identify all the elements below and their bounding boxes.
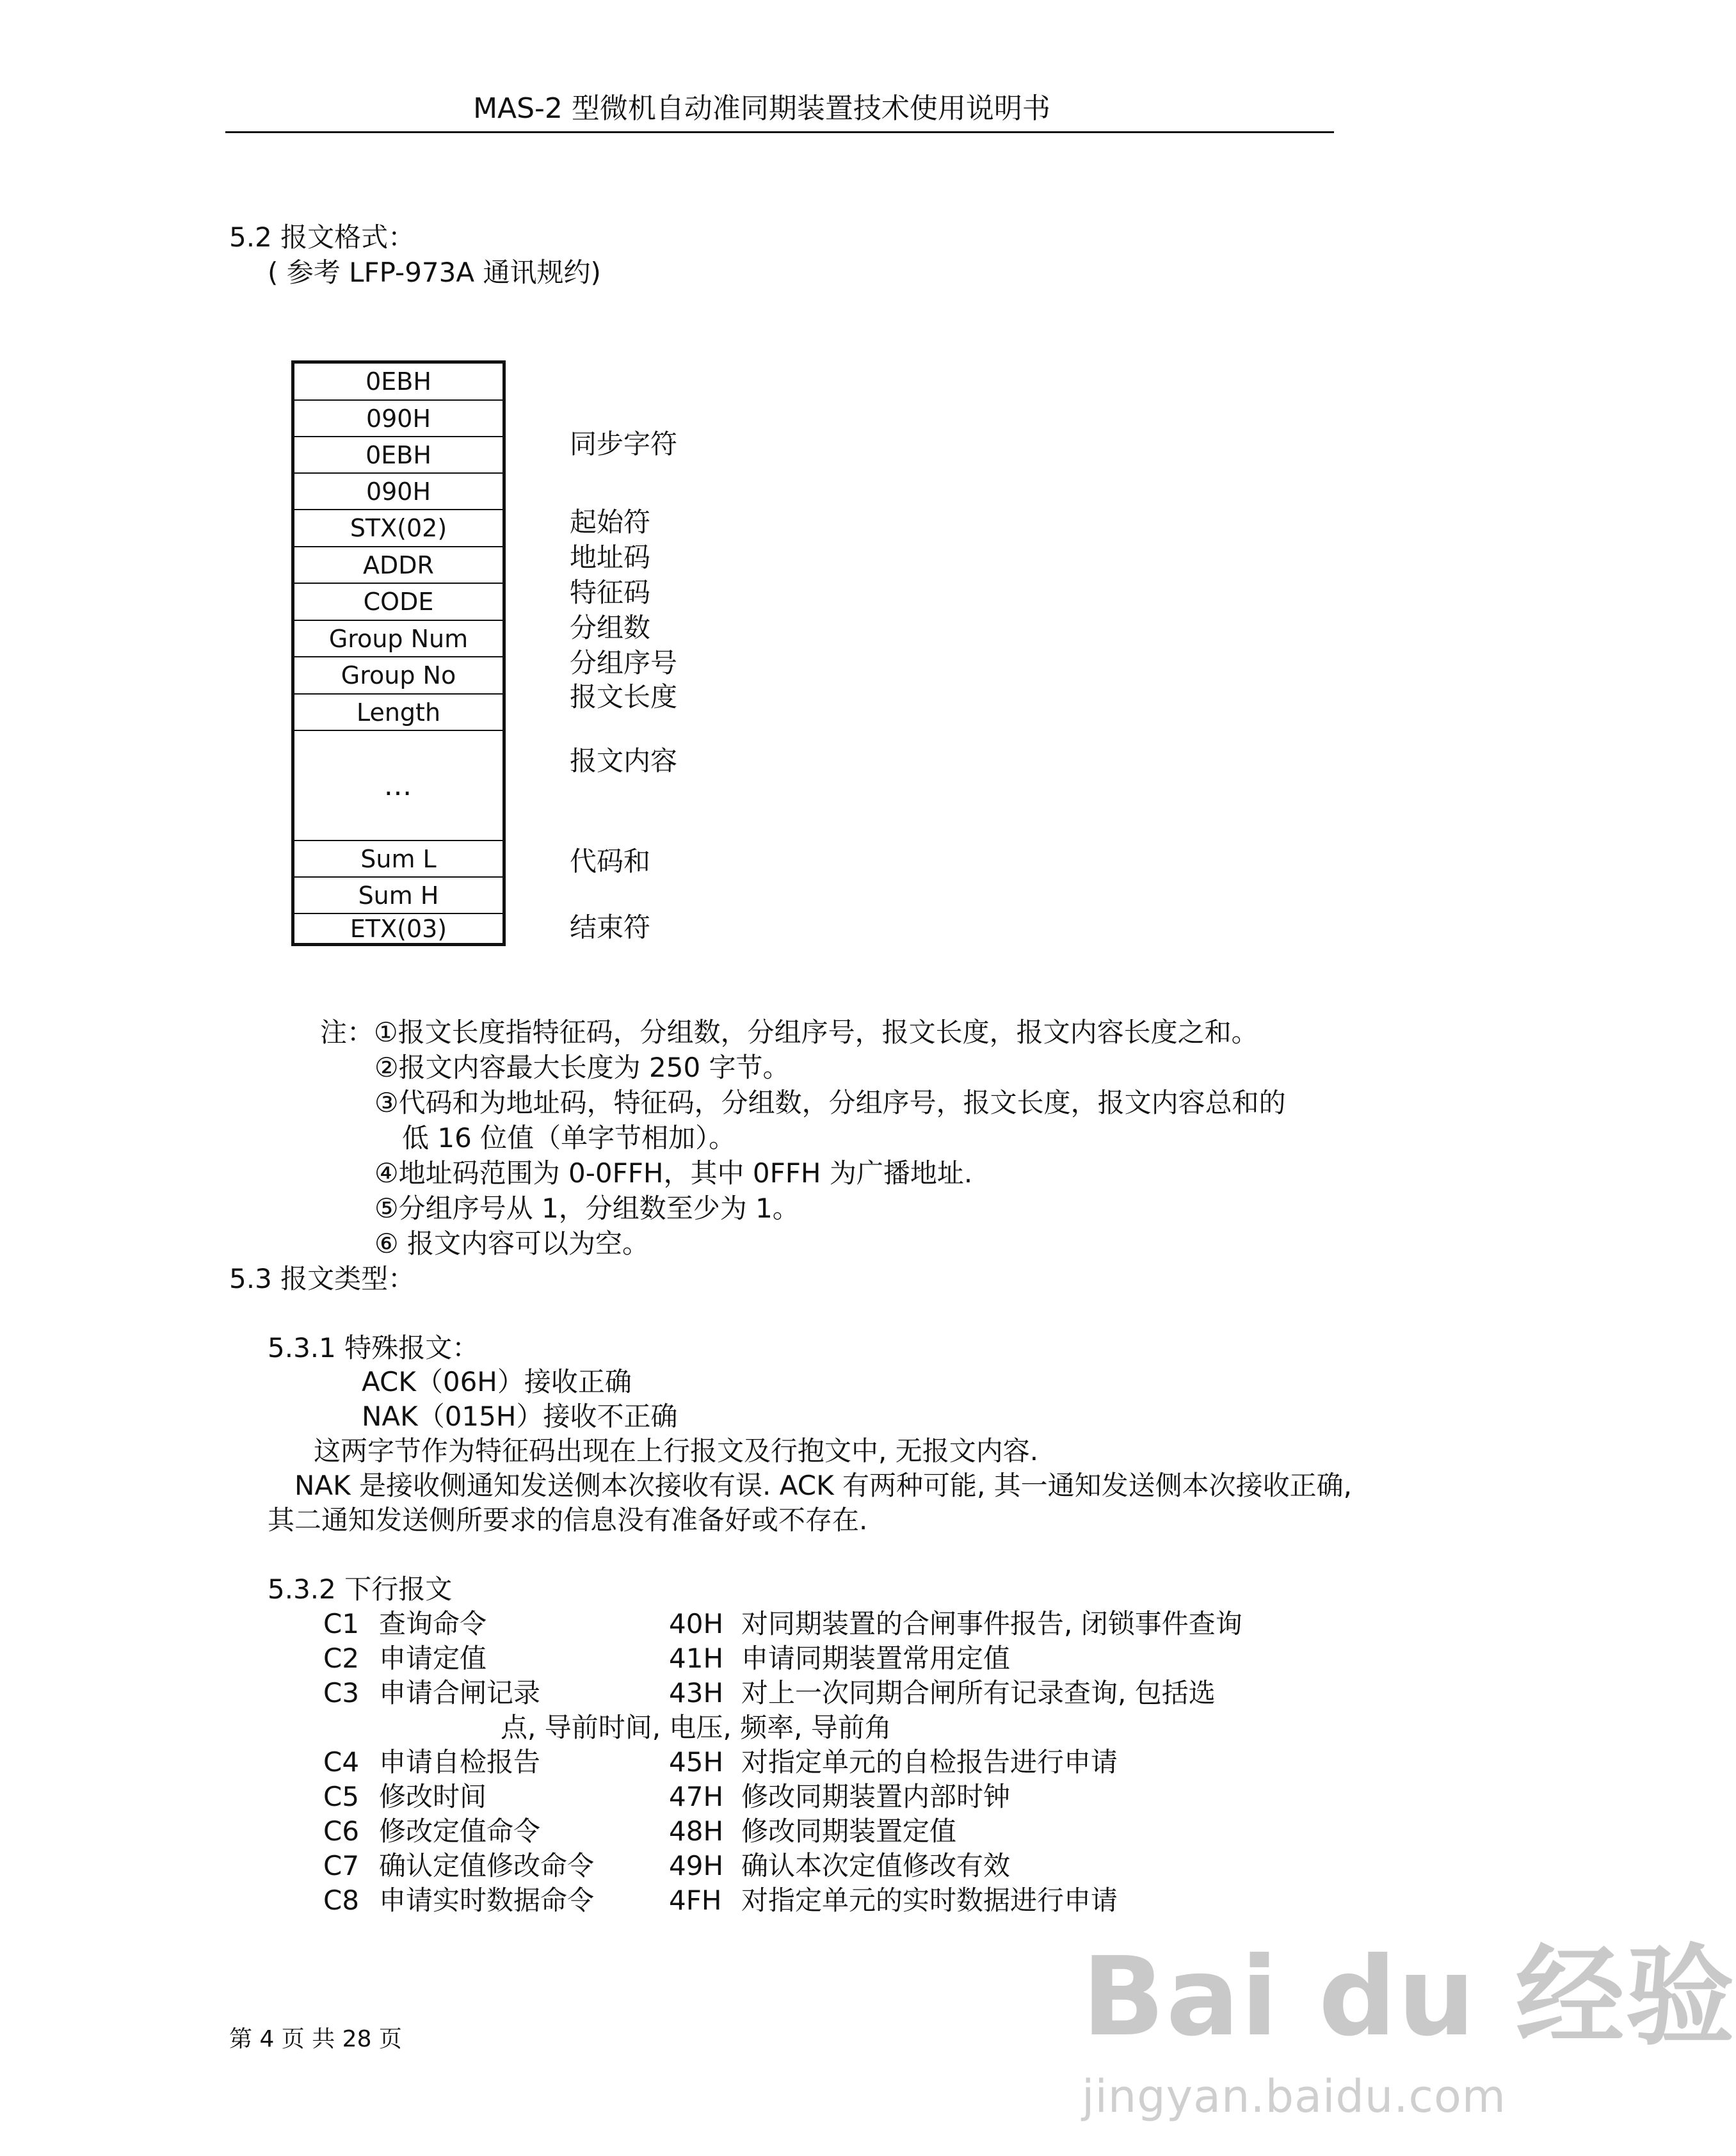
frame-cell-addr: ADDR: [294, 547, 502, 584]
command-name: 申请定值: [379, 1643, 487, 1674]
command-code: C4: [323, 1746, 360, 1778]
section-5-3-heading: 5.3 报文类型：: [229, 1263, 415, 1294]
command-name: 申请实时数据命令: [379, 1885, 595, 1916]
command-desc: 对上一次同期合闸所有记录查询, 包括选: [741, 1677, 1216, 1709]
command-name: 修改定值命令: [379, 1815, 541, 1847]
command-desc: 对同期装置的合闸事件报告, 闭锁事件查询: [741, 1608, 1242, 1639]
note-1: 注：①报文长度指特征码，分组数，分组序号，报文长度，报文内容长度之和。: [320, 1017, 1258, 1048]
frame-cell-group-num: Group Num: [294, 621, 502, 657]
command-hex: 40H: [669, 1608, 724, 1639]
label-checksum: 代码和: [570, 846, 651, 877]
frame-cell-content: …: [294, 731, 502, 841]
frame-cell-sync2: 090H: [294, 401, 502, 437]
command-desc: 确认本次定值修改有效: [741, 1850, 1011, 1881]
label-message-length: 报文长度: [570, 681, 678, 712]
command-hex: 49H: [669, 1850, 724, 1881]
command-hex: 41H: [669, 1643, 724, 1674]
nak-line: NAK（015H）接收不正确: [362, 1401, 678, 1432]
frame-cell-sync1: 0EBH: [294, 364, 502, 401]
command-name: 申请自检报告: [379, 1746, 541, 1778]
frame-cell-sum-h: Sum H: [294, 878, 502, 914]
frame-cell-sum-l: Sum L: [294, 841, 502, 878]
frame-cell-sync4: 090H: [294, 474, 502, 510]
command-name: 修改时间: [379, 1781, 487, 1812]
command-code: C6: [323, 1815, 360, 1847]
baidu-watermark-logo: Bai du 经验: [1082, 1934, 1736, 2061]
command-hex: 48H: [669, 1815, 724, 1847]
section-5-2-heading: 5.2 报文格式：: [229, 221, 415, 253]
frame-cell-group-no: Group No: [294, 657, 502, 695]
note-5: ⑤分组序号从 1，分组数至少为 1。: [374, 1193, 800, 1224]
command-code: C8: [323, 1885, 360, 1916]
note-4: ④地址码范围为 0-0FFH，其中 0FFH 为广播地址.: [374, 1157, 973, 1189]
command-hex: 4FH: [669, 1885, 722, 1916]
command-hex: 47H: [669, 1781, 724, 1812]
label-message-content: 报文内容: [570, 745, 678, 776]
label-start-char: 起始符: [570, 506, 651, 538]
label-address-code: 地址码: [570, 542, 651, 573]
command-name: 申请合闸记录: [379, 1677, 541, 1709]
command-c3-continuation: 点, 导前时间, 电压, 频率, 导前角: [501, 1712, 892, 1743]
special-para-2-line1: NAK 是接收侧通知发送侧本次接收有误. ACK 有两种可能, 其一通知发送侧本次接收正确,: [294, 1470, 1353, 1501]
baidu-watermark-url: jingyan.baidu.com: [1082, 2070, 1506, 2123]
message-frame-diagram: [291, 360, 506, 946]
frame-cell-sync3: 0EBH: [294, 437, 502, 474]
command-desc: 修改同期装置内部时钟: [741, 1781, 1011, 1812]
header-rule: [225, 131, 1334, 133]
note-2: ②报文内容最大长度为 250 字节。: [374, 1052, 790, 1083]
command-desc: 修改同期装置定值: [741, 1815, 957, 1847]
command-code: C1: [323, 1608, 360, 1639]
section-5-2-reference: ( 参考 LFP-973A 通讯规约): [268, 257, 601, 288]
ack-line: ACK（06H）接收正确: [362, 1366, 632, 1397]
command-code: C3: [323, 1677, 360, 1709]
frame-cell-etx: ETX(03): [350, 914, 447, 943]
label-feature-code: 特征码: [570, 577, 651, 608]
section-5-3-1-heading: 5.3.1 特殊报文：: [268, 1332, 479, 1364]
label-sync-chars: 同步字符: [570, 428, 678, 460]
command-name: 确认定值修改命令: [379, 1850, 595, 1881]
frame-cell-length: Length: [294, 695, 502, 731]
frame-cell-stx: STX(02): [294, 510, 502, 547]
command-name: 查询命令: [379, 1608, 487, 1639]
command-code: C5: [323, 1781, 360, 1812]
command-code: C7: [323, 1850, 360, 1881]
command-desc: 对指定单元的实时数据进行申请: [741, 1885, 1118, 1916]
frame-cell-code: CODE: [294, 584, 502, 621]
special-para-1: 这两字节作为特征码出现在上行报文及行抱文中, 无报文内容.: [314, 1435, 1039, 1467]
document-title: MAS-2 型微机自动准同期装置技术使用说明书: [473, 92, 1050, 125]
special-para-2-line2: 其二通知发送侧所要求的信息没有准备好或不存在.: [268, 1504, 868, 1536]
note-3: ③代码和为地址码，特征码，分组数，分组序号，报文长度，报文内容总和的: [374, 1087, 1286, 1118]
command-code: C2: [323, 1643, 360, 1674]
section-5-3-2-heading: 5.3.2 下行报文: [268, 1573, 453, 1605]
page-number: 第 4 页 共 28 页: [229, 2026, 402, 2052]
label-group-count: 分组数: [570, 612, 651, 643]
command-hex: 45H: [669, 1746, 724, 1778]
note-6: ⑥ 报文内容可以为空。: [374, 1228, 650, 1259]
label-end-char: 结束符: [570, 912, 651, 943]
label-group-seq: 分组序号: [570, 647, 678, 679]
command-desc: 对指定单元的自检报告进行申请: [741, 1746, 1118, 1778]
command-desc: 申请同期装置常用定值: [741, 1643, 1011, 1674]
note-3-continued: 低 16 位值（单字节相加）。: [402, 1122, 736, 1154]
command-hex: 43H: [669, 1677, 724, 1709]
